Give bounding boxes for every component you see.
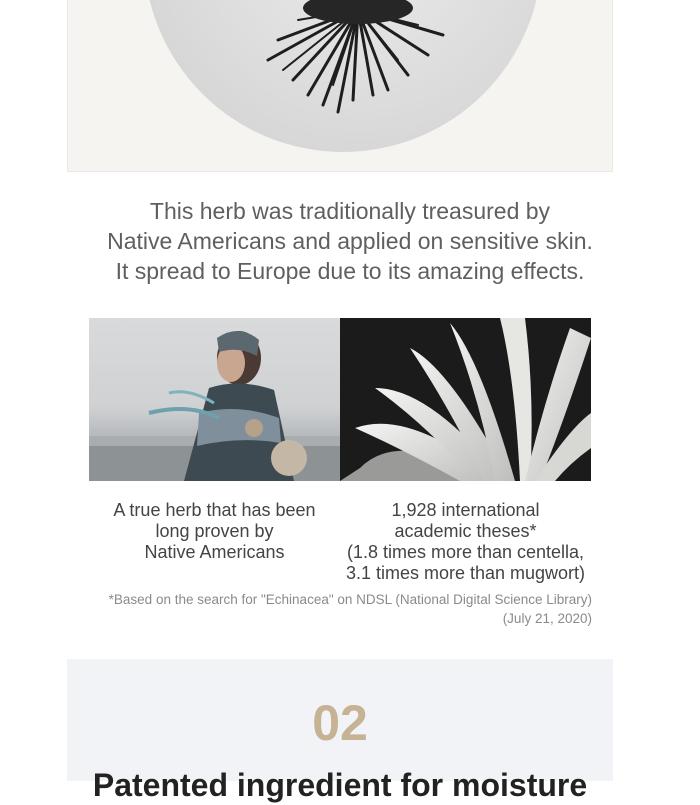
source-footnote <box>109 590 592 628</box>
caption-line: Native Americans <box>144 542 285 562</box>
fanned-pages-icon <box>340 318 591 481</box>
book-pages-photo <box>340 318 591 481</box>
feature-caption-academic-theses <box>340 500 591 584</box>
woman-illustration-icon <box>89 318 340 481</box>
intro-line: Native Americans and applied on sensitive skin. <box>107 228 593 254</box>
intro-line: It spread to Europe due to its amazing effects. <box>115 258 585 284</box>
intro-paragraph <box>0 196 700 286</box>
section-number: 02 <box>312 695 368 751</box>
caption-line: 3.1 times more than mugwort) <box>345 563 586 583</box>
intro-line: This herb was traditionally treasured by <box>149 198 551 224</box>
feature-caption-native-herb <box>89 500 340 563</box>
footnote-line: *Based on the search for "Echinacea" on NDSL (National Digital Science Library) <box>108 592 592 607</box>
hero-image-panel <box>67 0 613 172</box>
footnote-line: (July 21, 2020) <box>502 611 592 626</box>
caption-line: academic theses* <box>394 521 537 541</box>
caption-line: long proven by <box>155 521 274 541</box>
caption-line: 1,928 international <box>391 500 540 520</box>
native-american-woman-photo <box>89 318 340 481</box>
section-02-panel <box>67 659 613 803</box>
caption-line: A true herb that has been <box>113 500 316 520</box>
echinacea-flower-icon <box>238 0 478 120</box>
caption-line: (1.8 times more than centella, <box>346 542 585 562</box>
section-heading: Patented ingredient for moisture <box>92 767 588 803</box>
